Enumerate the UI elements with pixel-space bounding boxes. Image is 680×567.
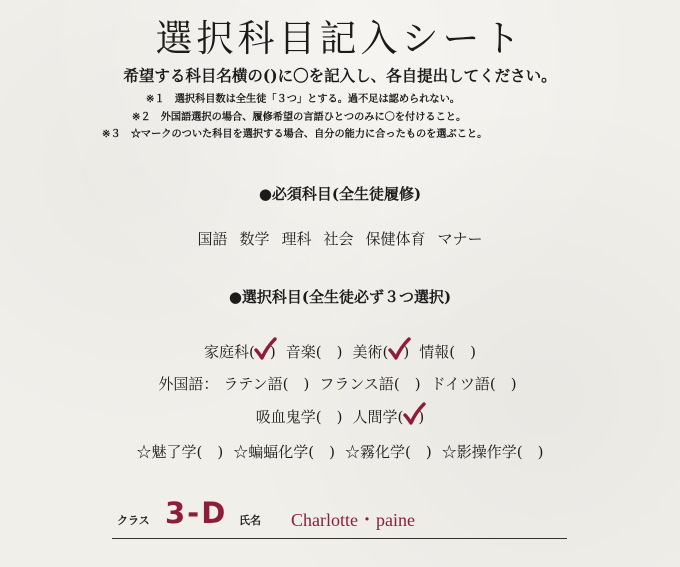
elective-subject-name: ☆蝙蝠化学 xyxy=(233,443,309,461)
instruction-text: 希望する科目名横の()に〇を記入し、各自提出してください。 xyxy=(123,66,557,85)
elective-row xyxy=(0,408,680,426)
elective-subject-name: ラテン語 xyxy=(223,375,283,393)
required-subject: 理科 xyxy=(281,230,312,248)
elective-subject xyxy=(204,343,276,361)
check-mark-icon xyxy=(252,337,278,363)
elective-subject xyxy=(442,443,544,461)
note-mark: ※２ xyxy=(132,111,151,123)
note-text: ☆マークのついた科目を選択する場合、自分の能力に合ったものを選ぶこと。 xyxy=(130,128,488,140)
selection-checkbox[interactable]: ( ) xyxy=(393,375,421,393)
elective-subject-name: 情報 xyxy=(419,343,450,361)
selection-checkbox[interactable]: ( ) xyxy=(282,375,310,393)
elective-subject xyxy=(319,375,420,393)
selection-checkbox[interactable]: ( ) xyxy=(489,375,517,393)
class-label: クラス xyxy=(117,514,150,527)
elective-subject xyxy=(353,408,425,426)
elective-row xyxy=(0,375,680,393)
note-mark: ※３ xyxy=(102,128,121,140)
selection-checkbox[interactable]: ( ) xyxy=(405,443,432,461)
required-subject-list xyxy=(0,230,680,248)
elective-subject xyxy=(233,443,335,461)
selection-checkbox[interactable]: ( ) xyxy=(308,443,335,461)
check-mark-icon xyxy=(401,402,427,428)
note-text: 選択科目数は全生徒「３つ」とする。過不足は認められない。 xyxy=(174,93,460,105)
elective-subject xyxy=(137,443,224,461)
elective-subject xyxy=(223,375,309,393)
elective-subject-name: ☆影操作学 xyxy=(441,443,517,461)
elective-subject-name: フランス語 xyxy=(319,375,394,393)
elective-subject-name: 美術 xyxy=(352,343,383,361)
check-mark-icon xyxy=(386,337,412,363)
selection-checkbox[interactable]: ( ) xyxy=(449,343,476,361)
elective-subject xyxy=(431,375,517,393)
name-value[interactable]: Charlotte・paine xyxy=(291,510,415,530)
elective-subject-name: ☆霧化学 xyxy=(345,443,406,461)
name-label: 氏名 xyxy=(239,514,261,527)
elective-subject xyxy=(345,443,432,461)
required-subject: 社会 xyxy=(323,230,354,248)
elective-row-prefix: 外国語： xyxy=(158,375,219,393)
selection-checkbox[interactable]: ( ) xyxy=(196,443,224,461)
elective-subject xyxy=(286,343,343,361)
elective-heading: ●選択科目(全生徒必ず３つ選択) xyxy=(228,288,452,306)
class-value[interactable]: 3-D xyxy=(165,496,228,530)
note-1 xyxy=(146,94,460,105)
required-subject: 数学 xyxy=(239,230,270,248)
page-title: 選択科目記入シート xyxy=(155,17,525,60)
selection-checkbox[interactable]: ( ) xyxy=(315,408,343,426)
required-subject: マナー xyxy=(437,230,483,248)
note-3 xyxy=(102,129,487,140)
elective-subject xyxy=(256,408,343,426)
elective-subject-name: ☆魅了学 xyxy=(136,443,197,461)
required-subject: 保健体育 xyxy=(365,230,426,248)
required-subject: 国語 xyxy=(197,230,228,248)
selection-checkbox[interactable]: ( ) xyxy=(383,343,410,361)
elective-subject xyxy=(419,343,476,361)
note-text: 外国語選択の場合、履修希望の言語ひとつのみに〇を付けること。 xyxy=(160,111,467,123)
elective-row xyxy=(0,343,680,361)
signature-line xyxy=(112,538,567,539)
elective-subject-name: ドイツ語 xyxy=(430,375,490,393)
elective-subject-name: 吸血鬼学 xyxy=(255,408,316,426)
elective-subject-name: 家庭科 xyxy=(204,343,250,361)
selection-checkbox[interactable]: ( ) xyxy=(516,443,544,461)
elective-row xyxy=(0,443,680,461)
note-2 xyxy=(132,112,466,123)
elective-subject-name: 音楽 xyxy=(285,343,316,361)
selection-checkbox[interactable]: ( ) xyxy=(249,343,276,361)
note-mark: ※１ xyxy=(146,93,165,105)
required-heading: ●必須科目(全生徒履修) xyxy=(258,185,422,203)
elective-subject-name: 人間学 xyxy=(352,408,398,426)
elective-subject xyxy=(353,343,410,361)
selection-checkbox[interactable]: ( ) xyxy=(398,408,425,426)
selection-checkbox[interactable]: ( ) xyxy=(315,343,343,361)
